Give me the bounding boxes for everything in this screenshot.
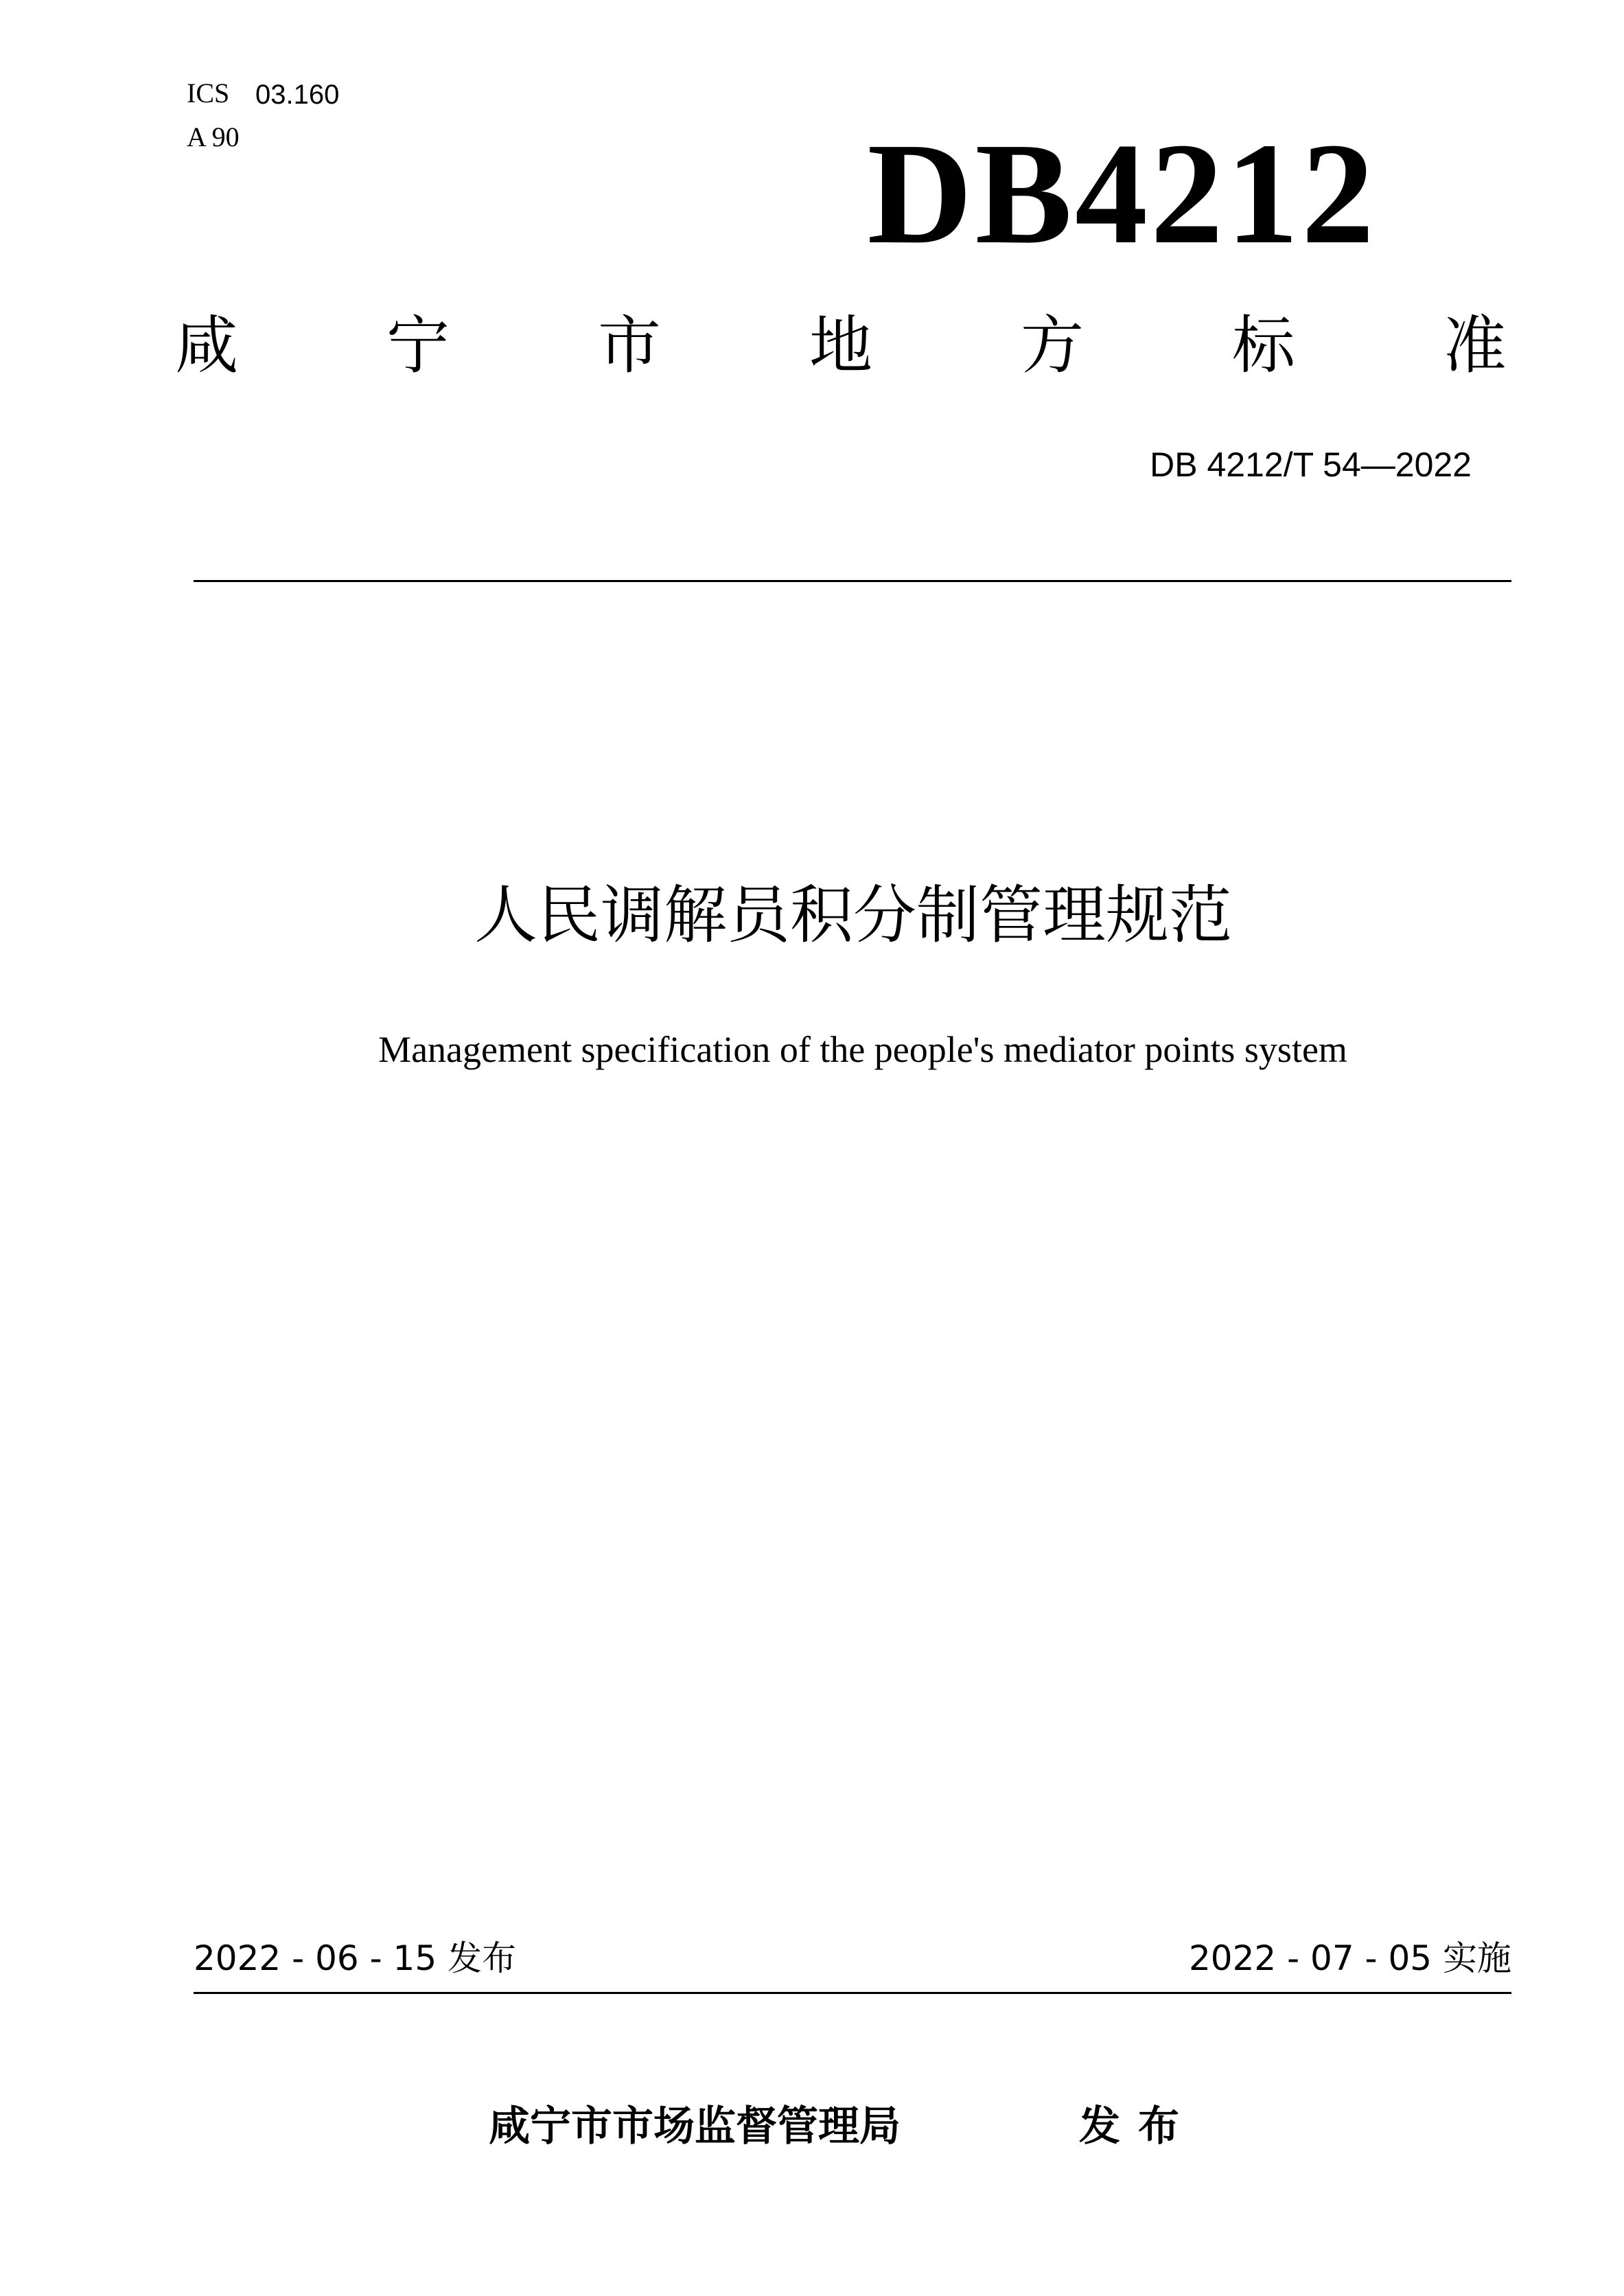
- standard-kind-heading: [175, 309, 1507, 382]
- standard-kind-char: 咸: [175, 309, 239, 382]
- bottom-divider: [194, 1992, 1511, 1994]
- issue-label: 发布: [1079, 2102, 1197, 2150]
- publish-date: 2022 - 06 - 15 发布: [194, 1938, 517, 1978]
- document-title-chinese: 人民调解员积分制管理规范: [474, 879, 1232, 952]
- issuing-authority: 咸宁市市场监督管理局: [489, 2102, 901, 2150]
- ics-code: 03.160: [255, 80, 340, 110]
- document-title-english: Management specification of the people's mediator points system: [378, 1029, 1347, 1070]
- standard-kind-char: 准: [1443, 309, 1507, 382]
- standard-code-heading: DB4212: [867, 113, 1377, 274]
- ccs-code: A 90: [187, 121, 240, 152]
- standard-kind-char: 标: [1231, 309, 1295, 382]
- standard-number: DB 4212/T 54—2022: [1150, 445, 1472, 484]
- ics-label: ICS: [187, 78, 230, 108]
- standard-kind-char: 地: [809, 309, 872, 382]
- top-divider: [194, 580, 1511, 582]
- standard-kind-char: 市: [597, 309, 661, 382]
- standard-kind-char: 宁: [386, 309, 450, 382]
- implementation-date: 2022 - 07 - 05 实施: [1188, 1938, 1511, 1978]
- standard-kind-char: 方: [1020, 309, 1084, 382]
